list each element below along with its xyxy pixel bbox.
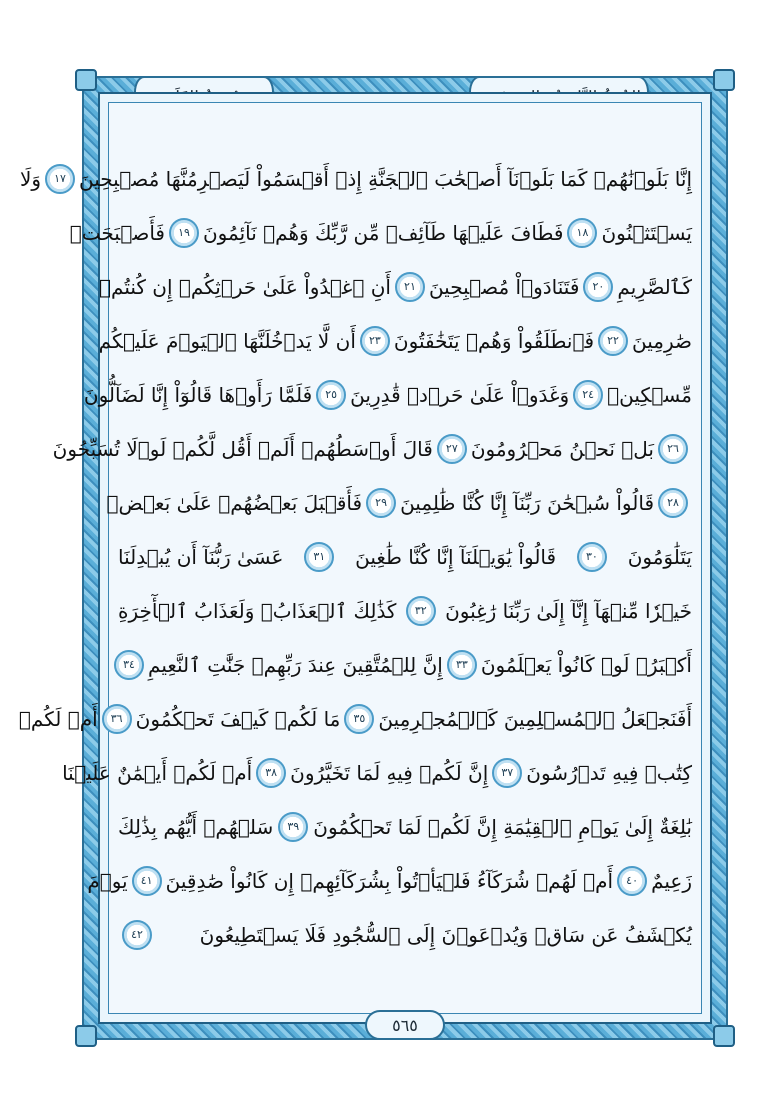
verse-text: يَتَلَٰوَمُونَ <box>627 545 692 569</box>
verse-line <box>118 908 692 962</box>
ayah-number-marker: ٢٨ <box>658 488 688 518</box>
verse-text: أَكۡبَرُۚ لَوۡ كَانُواْ يَعۡلَمُونَ <box>480 653 692 677</box>
verse-line <box>99 260 692 314</box>
corner-ornament <box>713 1025 735 1047</box>
verse-line <box>106 476 692 530</box>
verse-text: مِّسۡكِينٞ <box>607 383 692 407</box>
verse-line <box>19 152 692 206</box>
verse-text: أَمۡ لَهُمۡ شُرَكَآءُ فَلۡيَأۡتُواْ بِشُرَكَآئِهِمۡ إِن كَانُواْ صَٰدِقِينَ <box>165 869 614 893</box>
verse-lines <box>18 152 692 986</box>
ayah-number-marker: ٤٠ <box>617 866 647 896</box>
verse-text: فَلَمَّا رَأَوۡهَا قَالُوٓاْ إِنَّا لَضَآلُّونَ <box>83 383 313 407</box>
verse-line <box>83 368 692 422</box>
verse-text: سَلۡهُمۡ أَيُّهُم بِذَٰلِكَ <box>118 815 274 839</box>
verse-text: أَفَنَجۡعَلُ ٱلۡمُسۡلِمِينَ كَٱلۡمُجۡرِمِينَ <box>378 707 692 731</box>
ayah-number-marker: ٤٢ <box>122 920 152 950</box>
ayah-number-marker: ٣٧ <box>492 758 522 788</box>
verse-text: إِنَّ لِلۡمُتَّقِينَ عِندَ رَبِّهِمۡ جَنَّٰتِ ٱلنَّعِيمِ <box>148 653 443 677</box>
verse-text: كَذَٰلِكَ ٱلۡعَذَابُۖ وَلَعَذَابُ ٱلۡأٓخِرَةِ <box>118 599 397 623</box>
corner-ornament <box>75 69 97 91</box>
verse-line <box>87 854 692 908</box>
verse-text: أَمۡ لَكُمۡ أَيۡمَٰنٌ عَلَيۡنَا <box>62 761 253 785</box>
ayah-number-marker: ٢٤ <box>573 380 603 410</box>
verse-line <box>18 692 692 746</box>
verse-line <box>118 530 692 584</box>
verse-text: يَوۡمَ <box>87 869 128 893</box>
verse-line <box>69 206 692 260</box>
ayah-number-marker: ٢٣ <box>360 326 390 356</box>
ayah-number-marker: ٣٨ <box>256 758 286 788</box>
verse-text: أَمۡ لَكُمۡ <box>18 707 98 731</box>
verse-text: صَٰرِمِينَ <box>632 329 692 353</box>
ayah-number-marker: ٣٠ <box>577 542 607 572</box>
verse-text: إِنَّ لَكُمۡ فِيهِ لَمَا تَخَيَّرُونَ <box>290 761 489 785</box>
ayah-number-marker: ٣٥ <box>344 704 374 734</box>
ayah-number-marker: ٣٦ <box>102 704 132 734</box>
ayah-number-marker: ٣١ <box>304 542 334 572</box>
verse-line <box>118 638 692 692</box>
verse-text: قَالُواْ يَٰوَيۡلَنَآ إِنَّا كُنَّا طَٰغِينَ <box>355 545 557 569</box>
ayah-number-marker: ١٩ <box>169 218 199 248</box>
verse-text: أَنِ ٱغۡدُواْ عَلَىٰ حَرۡثِكُمۡ إِن كُنتُمۡ <box>99 275 391 299</box>
verse-text: فَأَصۡبَحَتۡ <box>69 221 165 245</box>
ayah-number-marker: ٢٩ <box>366 488 396 518</box>
ayah-number-marker: ٣٤ <box>114 650 144 680</box>
page-number: ٥٦٥ <box>365 1010 445 1040</box>
verse-text: خَيۡرٗا مِّنۡهَآ إِنَّآ إِلَىٰ رَبِّنَا رَٰغِبُونَ <box>445 599 692 623</box>
ayah-number-marker: ٢٥ <box>316 380 346 410</box>
verse-text: وَلَا <box>19 167 42 191</box>
ayah-number-marker: ٤١ <box>132 866 162 896</box>
verse-text: إِنَّا بَلَوۡنَٰهُمۡ كَمَا بَلَوۡنَآ أَصۡحَٰبَ ٱلۡجَنَّةِ إِذۡ أَقۡسَمُواْ لَيَصۡرِمُنَّهَا مُصۡبِحِينَ <box>79 167 692 191</box>
verse-text: فَٱنطَلَقُواْ وَهُمۡ يَتَخَٰفَتُونَ <box>393 329 594 353</box>
verse-text: مَا لَكُمۡ كَيۡفَ تَحۡكُمُونَ <box>135 707 341 731</box>
verse-text: قَالَ أَوۡسَطُهُمۡ أَلَمۡ أَقُل لَّكُمۡ لَوۡلَا تُسَبِّحُونَ <box>52 437 433 461</box>
verse-text: بَٰلِغَةٌ إِلَىٰ يَوۡمِ ٱلۡقِيَٰمَةِ إِنَّ لَكُمۡ لَمَا تَحۡكُمُونَ <box>313 815 692 839</box>
verse-text: يَسۡتَثۡنُونَ <box>601 221 692 245</box>
verse-text: زَعِيمٌ <box>651 869 692 893</box>
verse-text: أَن لَّا يَدۡخُلَنَّهَا ٱلۡيَوۡمَ عَلَيۡكُم <box>98 329 356 353</box>
ayah-number-marker: ٢٠ <box>583 272 613 302</box>
ayah-number-marker: ٣٩ <box>278 812 308 842</box>
verse-text: وَغَدَوۡاْ عَلَىٰ حَرۡدٖ قَٰدِرِينَ <box>350 383 570 407</box>
corner-ornament <box>75 1025 97 1047</box>
verse-text: عَسَىٰ رَبُّنَآ أَن يُبۡدِلَنَا <box>118 545 284 569</box>
verse-line <box>98 314 692 368</box>
ayah-number-marker: ٣٢ <box>406 596 436 626</box>
ayah-number-marker: ١٧ <box>45 164 75 194</box>
ayah-number-marker: ٣٣ <box>447 650 477 680</box>
verse-text: فَطَافَ عَلَيۡهَا طَآئِفٞ مِّن رَّبِّكَ وَهُمۡ نَآئِمُونَ <box>202 221 564 245</box>
verse-text: يُكۡشَفُ عَن سَاقٖ وَيُدۡعَوۡنَ إِلَى ٱلسُّجُودِ فَلَا يَسۡتَطِيعُونَ <box>199 923 692 947</box>
ayah-number-marker: ٢٦ <box>658 434 688 464</box>
corner-ornament <box>713 69 735 91</box>
verse-text: بَلۡ نَحۡنُ مَحۡرُومُونَ <box>470 437 654 461</box>
verse-text: كَٱلصَّرِيمِ <box>617 275 692 299</box>
verse-text: فَأَقۡبَلَ بَعۡضُهُمۡ عَلَىٰ بَعۡضٖ <box>106 491 363 515</box>
verse-line <box>118 584 692 638</box>
verse-text: فَتَنَادَوۡاْ مُصۡبِحِينَ <box>428 275 580 299</box>
verse-text: قَالُواْ سُبۡحَٰنَ رَبِّنَآ إِنَّا كُنَّا ظَٰلِمِينَ <box>400 491 654 515</box>
ayah-number-marker: ٢٧ <box>437 434 467 464</box>
verse-line <box>62 746 692 800</box>
ayah-number-marker: ٢٢ <box>598 326 628 356</box>
verse-line <box>52 422 692 476</box>
ayah-number-marker: ٢١ <box>395 272 425 302</box>
verse-text: كِتَٰبٞ فِيهِ تَدۡرُسُونَ <box>526 761 692 785</box>
ayah-number-marker: ١٨ <box>567 218 597 248</box>
verse-line <box>118 800 692 854</box>
page-frame <box>18 76 728 1040</box>
